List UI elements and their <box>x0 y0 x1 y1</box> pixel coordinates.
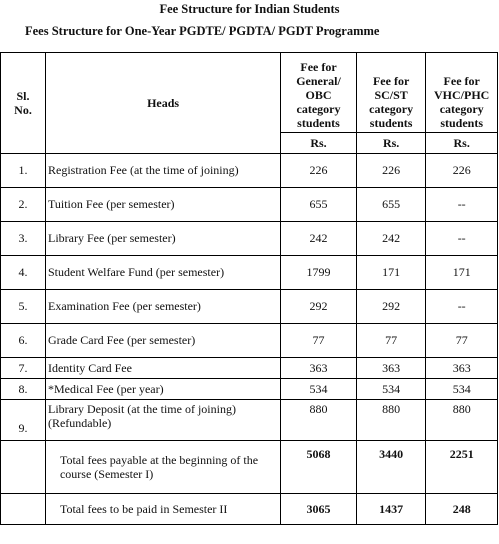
row-head: Student Welfare Fund (per semester) <box>45 256 280 290</box>
fee-general: 292 <box>281 290 357 324</box>
total-label: Total fees to be paid in Semester II <box>45 494 280 525</box>
fee-general: 226 <box>281 154 357 188</box>
fee-vhc: -- <box>426 188 498 222</box>
total-general: 3065 <box>281 494 357 525</box>
page-subtitle: Fees Structure for One-Year PGDTE/ PGDTA/ PGDT Programme <box>25 24 380 38</box>
row-number: 5. <box>1 290 46 324</box>
fee-vhc: 77 <box>426 324 498 358</box>
row-head: Registration Fee (at the time of joining) <box>45 154 280 188</box>
row-number: 7. <box>1 358 46 379</box>
row-number: 8. <box>1 379 46 400</box>
row-head: Examination Fee (per semester) <box>45 290 280 324</box>
row-number: 6. <box>1 324 46 358</box>
fee-general: 363 <box>281 358 357 379</box>
row-head: Identity Card Fee <box>45 358 280 379</box>
fee-scst: 292 <box>356 290 426 324</box>
total-row <box>1 494 498 525</box>
fee-general: 77 <box>281 324 357 358</box>
fee-vhc: 363 <box>426 358 498 379</box>
fee-vhc: 226 <box>426 154 498 188</box>
currency-label: Rs. <box>426 133 498 154</box>
fee-scst: 242 <box>356 222 426 256</box>
column-header-sl-no: Sl. No. <box>1 53 46 154</box>
empty-cell <box>1 441 46 494</box>
table-row <box>1 154 498 188</box>
fee-general: 1799 <box>281 256 357 290</box>
row-number: 1. <box>1 154 46 188</box>
fee-general: 534 <box>281 379 357 400</box>
total-scst: 1437 <box>356 494 426 525</box>
fee-scst: 363 <box>356 358 426 379</box>
column-header-scst: Fee for SC/ST category students <box>356 53 426 133</box>
fee-scst: 880 <box>356 400 426 441</box>
table-row <box>1 400 498 441</box>
fee-scst: 226 <box>356 154 426 188</box>
column-header-general: Fee for General/ OBC category students <box>281 53 357 133</box>
table-header-row <box>1 53 498 133</box>
row-head: Tuition Fee (per semester) <box>45 188 280 222</box>
total-general: 5068 <box>281 441 357 494</box>
table-row <box>1 188 498 222</box>
total-vhc: 248 <box>426 494 498 525</box>
table-row <box>1 222 498 256</box>
table-row <box>1 379 498 400</box>
column-header-vhc: Fee for VHC/PHC category students <box>426 53 498 133</box>
currency-label: Rs. <box>281 133 357 154</box>
fee-scst: 534 <box>356 379 426 400</box>
table-row <box>1 256 498 290</box>
fee-table <box>0 52 498 525</box>
row-head: Library Fee (per semester) <box>45 222 280 256</box>
fee-general: 880 <box>281 400 357 441</box>
total-label: Total fees payable at the beginning of the course (Semester I) <box>45 441 280 494</box>
fee-scst: 655 <box>356 188 426 222</box>
table-row <box>1 290 498 324</box>
table-row <box>1 358 498 379</box>
currency-label: Rs. <box>356 133 426 154</box>
total-vhc: 2251 <box>426 441 498 494</box>
row-number: 2. <box>1 188 46 222</box>
fee-vhc: -- <box>426 290 498 324</box>
row-number: 9. <box>1 400 46 441</box>
fee-vhc: 880 <box>426 400 498 441</box>
fee-general: 242 <box>281 222 357 256</box>
row-number: 3. <box>1 222 46 256</box>
fee-vhc: 534 <box>426 379 498 400</box>
fee-scst: 171 <box>356 256 426 290</box>
row-head: *Medical Fee (per year) <box>45 379 280 400</box>
fee-vhc: 171 <box>426 256 498 290</box>
row-head: Grade Card Fee (per semester) <box>45 324 280 358</box>
total-scst: 3440 <box>356 441 426 494</box>
page-title: Fee Structure for Indian Students <box>159 2 340 16</box>
total-row <box>1 441 498 494</box>
fee-general: 655 <box>281 188 357 222</box>
row-number: 4. <box>1 256 46 290</box>
table-row <box>1 324 498 358</box>
column-header-heads: Heads <box>45 53 280 154</box>
empty-cell <box>1 494 46 525</box>
fee-vhc: -- <box>426 222 498 256</box>
fee-scst: 77 <box>356 324 426 358</box>
row-head: Library Deposit (at the time of joining) (Refundable) <box>45 400 280 441</box>
